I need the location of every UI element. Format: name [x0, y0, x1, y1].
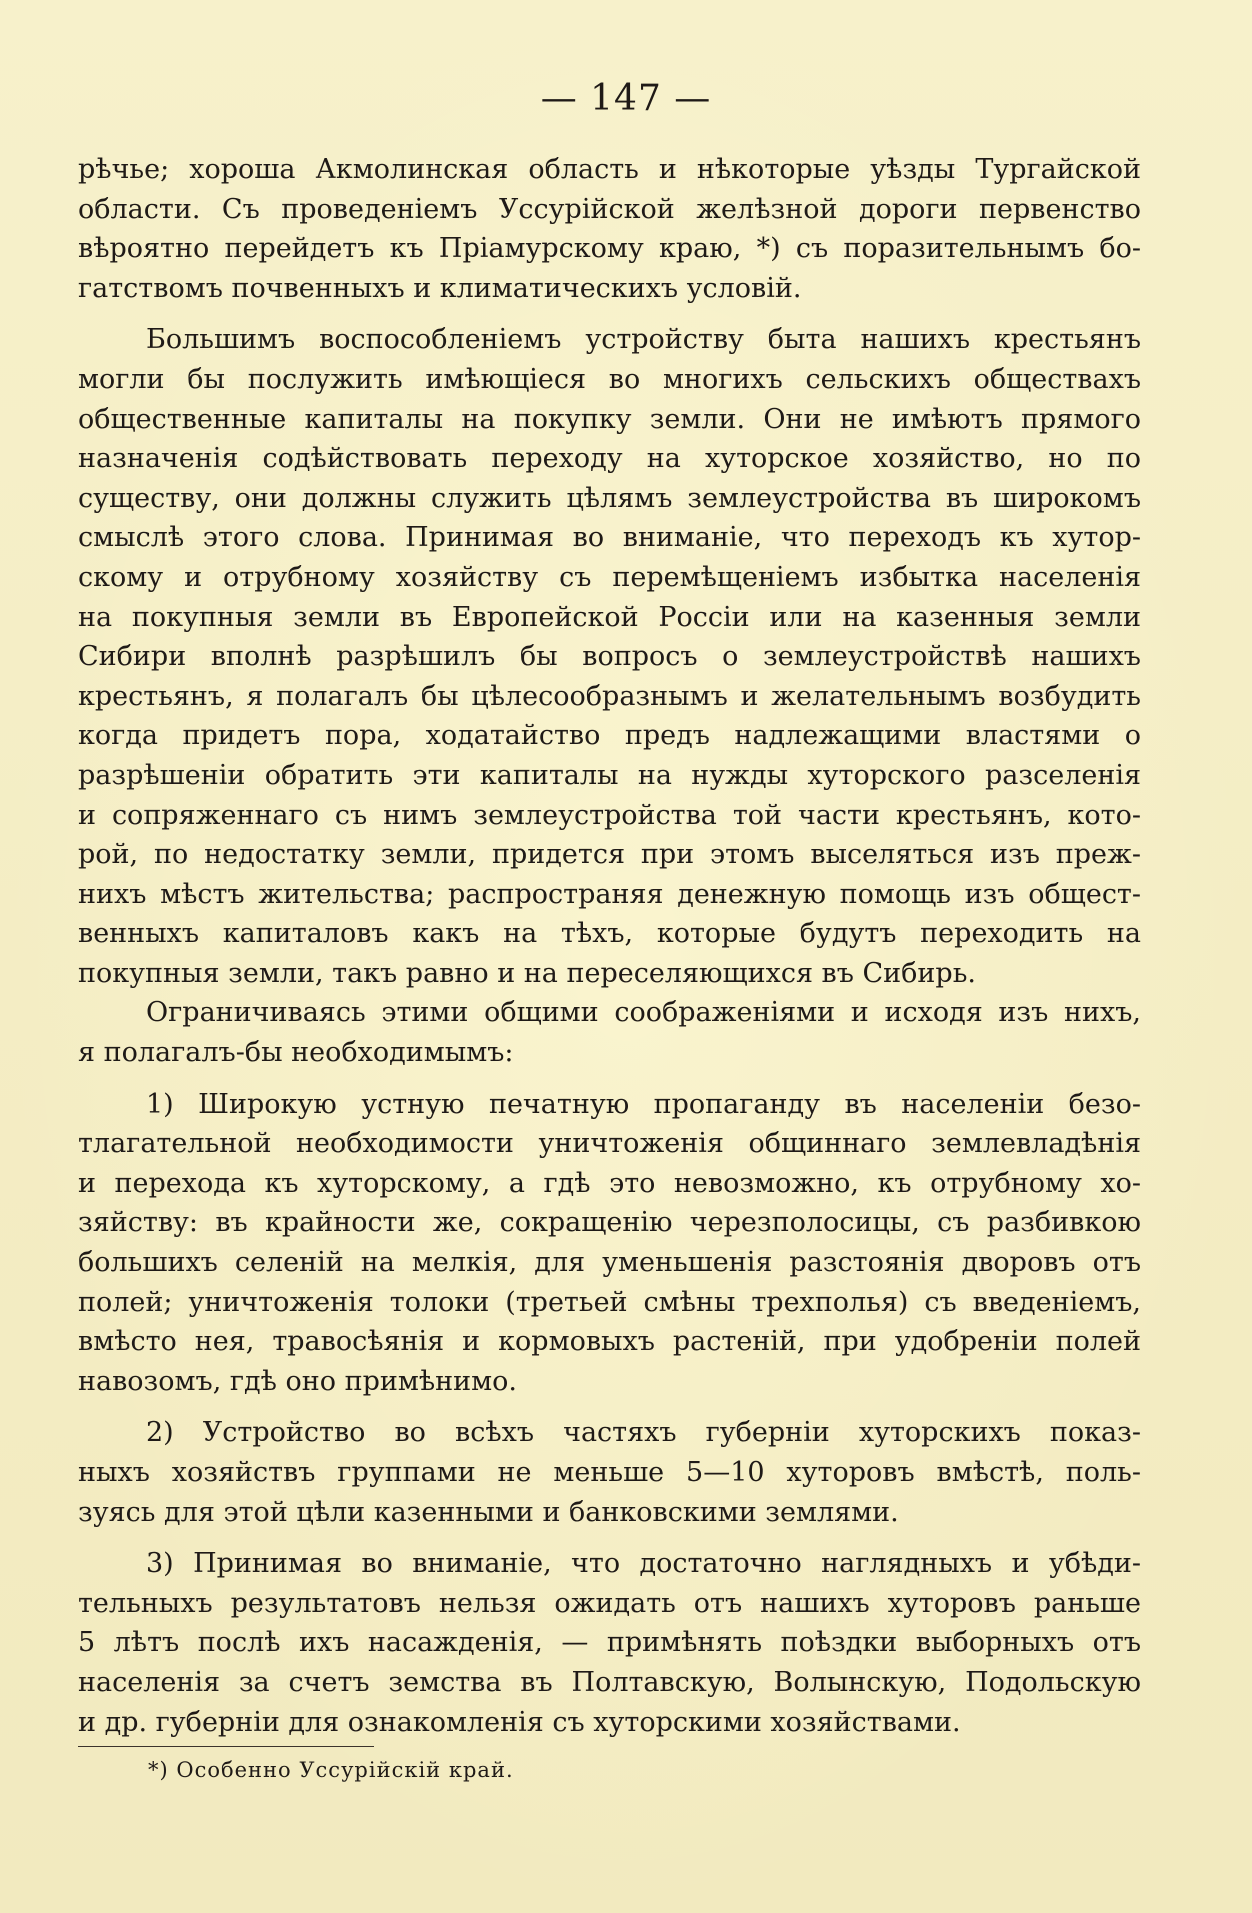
list-item-3-first-line: 3) Принимая во вниманіе, что достаточно наглядныхъ и убѣди- — [146, 1548, 1141, 1580]
text-line: разрѣшеніи обратить эти капиталы на нужды хуторского разселенія — [78, 759, 1141, 791]
text-line: и др. губерніи для ознакомленія съ хуторскими хозяйствами. — [78, 1706, 961, 1738]
text-line: общественные капиталы на покупку земли. Они не имѣютъ прямого — [78, 403, 1141, 435]
text-line: 5 лѣтъ послѣ ихъ насажденія, — примѣнять поѣздки выборныхъ отъ — [78, 1627, 1141, 1659]
text-line: на покупныя земли въ Европейской Россіи или на казенныя земли — [78, 601, 1141, 633]
text-line: большихъ селеній на мелкія, для уменьшенія разстоянія дворовъ отъ — [78, 1247, 1141, 1279]
text-line: назначенія содѣйствовать переходу на хуторское хозяйство, но по — [78, 443, 1141, 475]
footnote-divider — [78, 1746, 374, 1747]
text-line: вѣроятно перейдетъ къ Пріамурскому краю, *) съ поразительнымъ бо- — [78, 233, 1141, 265]
text-line: зуясь для этой цѣли казенными и банковскими землями. — [78, 1496, 899, 1528]
list-item-1-first-line: 1) Широкую устную печатную пропаганду въ населеніи безо- — [146, 1088, 1141, 1120]
text-line: и сопряженнаго съ нимъ землеустройства той части крестьянъ, кото- — [78, 799, 1141, 831]
footnote: *) Особенно Уссурійскій край. — [148, 1758, 514, 1782]
text-line: гатствомъ почвенныхъ и климатическихъ условій. — [78, 272, 802, 304]
text-line: тлагательной необходимости уничтоженія общиннаго землевладѣнія — [78, 1128, 1141, 1160]
text-line: я полагалъ-бы необходимымъ: — [78, 1037, 514, 1069]
text-line: нихъ мѣстъ жительства; распространяя денежную помощь изъ общест- — [78, 878, 1141, 910]
text-line: населенія за счетъ земства въ Полтавскую, Волынскую, Подольскую — [78, 1666, 1141, 1698]
text-line: области. Съ проведеніемъ Уссурійской желѣзной дороги первенство — [78, 193, 1141, 225]
text-line: когда придетъ пора, ходатайство предъ надлежащими властями о — [78, 720, 1141, 752]
text-line: покупныя земли, такъ равно и на переселяющихся въ Сибирь. — [78, 957, 976, 989]
text-line: Сибири вполнѣ разрѣшилъ бы вопросъ о землеустройствѣ нашихъ — [78, 641, 1141, 673]
text-line: тельныхъ результатовъ нельзя ожидать отъ нашихъ хуторовъ раньше — [78, 1587, 1141, 1619]
list-item-2-first-line: 2) Устройство во всѣхъ частяхъ губерніи хуторскихъ показ- — [146, 1417, 1141, 1449]
text-line: рѣчье; хороша Акмолинская область и нѣкоторые уѣзды Тургайской — [78, 154, 1141, 185]
paragraph-first-line: Большимъ воспособленіемъ устройству быта нашихъ крестьянъ — [146, 324, 1141, 356]
text-line: крестьянъ, я полагалъ бы цѣлесообразнымъ и желательнымъ возбудить — [78, 680, 1141, 712]
text-line: могли бы послужить имѣющіеся во многихъ сельскихъ обществахъ — [78, 363, 1141, 395]
text-line: скому и отрубному хозяйству съ перемѣщеніемъ избытка населенія — [78, 561, 1141, 593]
body-text — [78, 150, 1141, 1742]
text-line: полей; уничтоженія толоки (третьей смѣны трехполья) съ введеніемъ, — [78, 1286, 1141, 1318]
text-line: вмѣсто нея, травосѣянія и кормовыхъ растеній, при удобреніи полей — [78, 1326, 1141, 1358]
paragraph-first-line: Ограничиваясь этими общими соображеніями и исходя изъ нихъ, — [146, 997, 1141, 1029]
text-line: навозомъ, гдѣ оно примѣнимо. — [78, 1365, 517, 1397]
text-line: зяйству: въ крайности же, сокращенію черезполосицы, съ разбивкою — [78, 1207, 1141, 1239]
page-number: — 147 — — [540, 78, 712, 119]
text-line: смыслѣ этого слова. Принимая во вниманіе, что переходъ къ хутор- — [78, 522, 1141, 554]
text-line: и перехода къ хуторскому, а гдѣ это невозможно, къ отрубному хо- — [78, 1167, 1141, 1199]
text-line: рой, по недостатку земли, придется при этомъ выселяться изъ преж- — [78, 839, 1141, 871]
text-line: ныхъ хозяйствъ группами не меньше 5—10 хуторовъ вмѣстѣ, поль- — [78, 1457, 1141, 1488]
text-line: венныхъ капиталовъ какъ на тѣхъ, которые будутъ переходить на — [78, 918, 1141, 950]
text-line: существу, они должны служить цѣлямъ землеустройства въ широкомъ — [78, 482, 1141, 514]
